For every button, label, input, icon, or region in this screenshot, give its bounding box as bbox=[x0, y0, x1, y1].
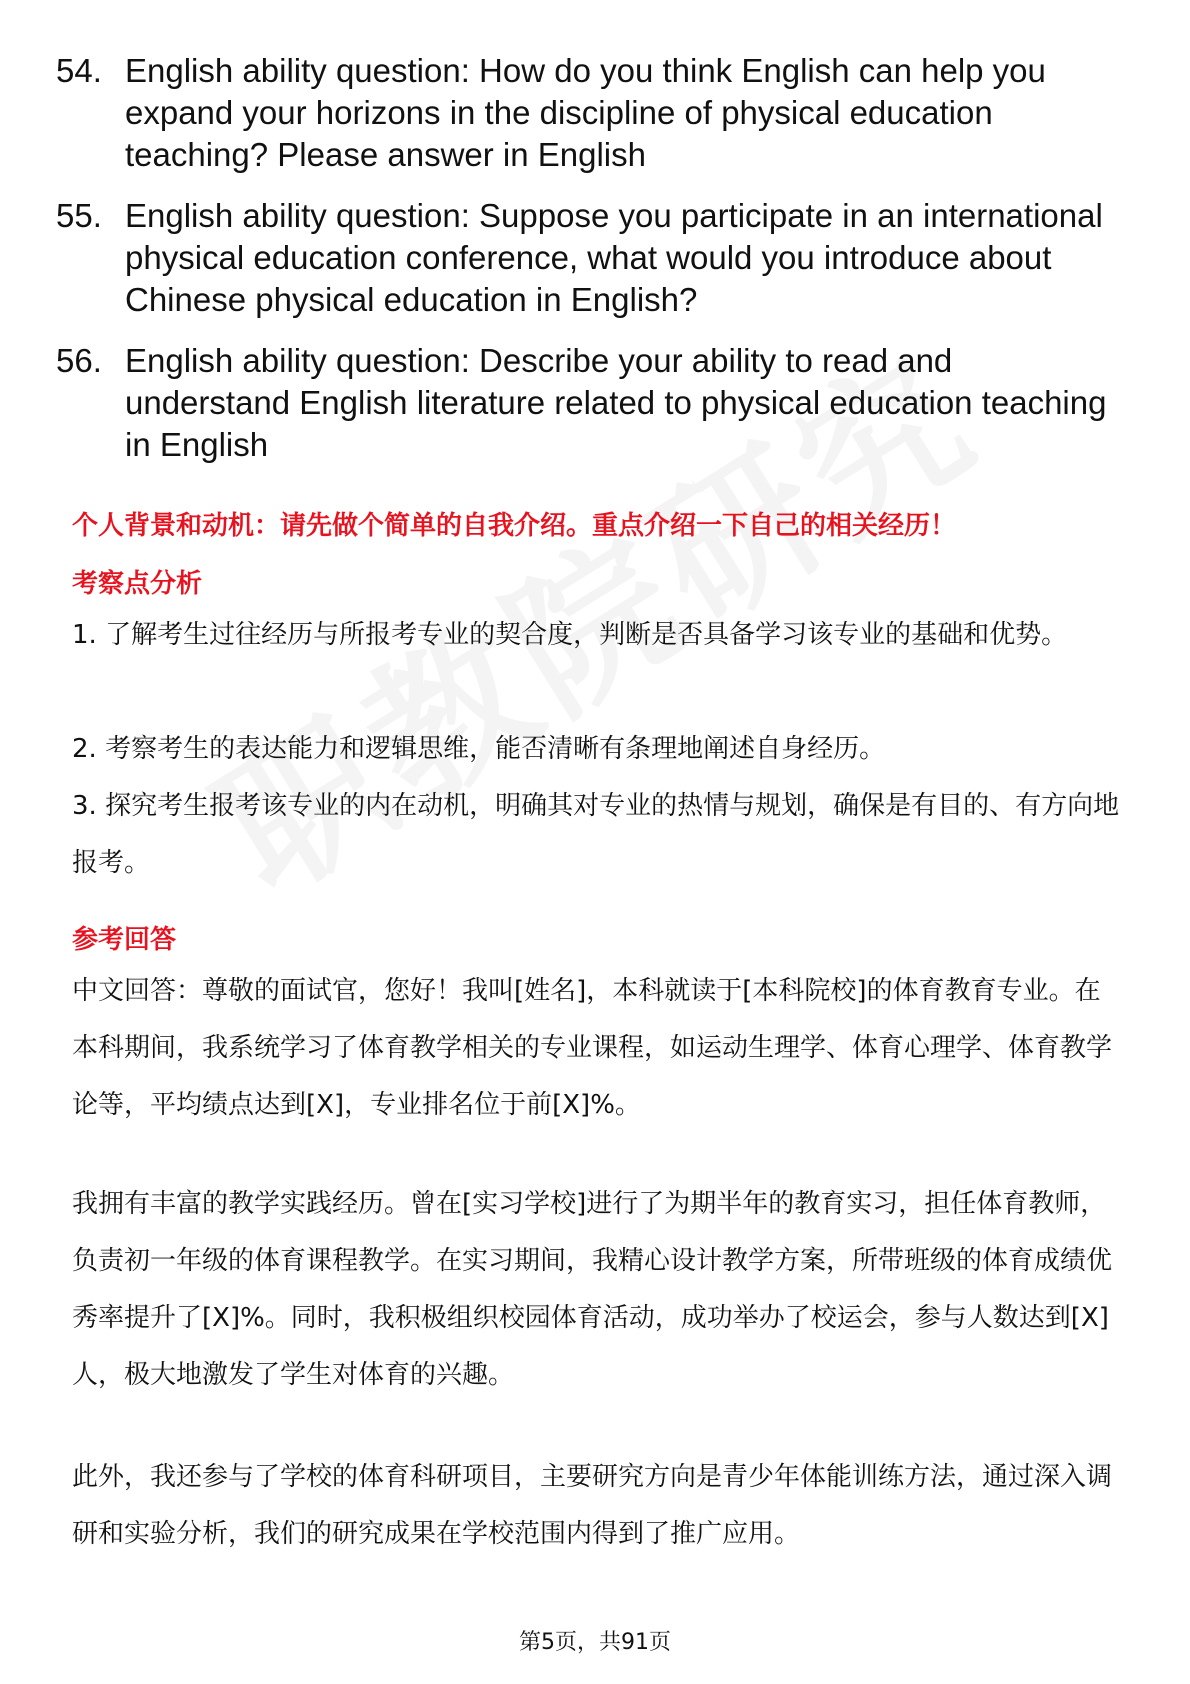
analysis-heading: 考察点分析 bbox=[72, 569, 203, 599]
interview-question-heading: 个人背景和动机：请先做个简单的自我介绍。重点介绍一下自己的相关经历！ bbox=[72, 511, 957, 541]
question-text: English ability question: How do you think English can help you expand your horizons in the discipline of physical education teaching? Please answer in English bbox=[125, 52, 1046, 173]
page-number: 第5页，共91页 bbox=[519, 1630, 671, 1655]
answer-paragraph: 此外，我还参与了学校的体育科研项目，主要研究方向是青少年体能训练方法，通过深入调研和实验分析，我们的研究成果在学校范围内得到了推广应用。 bbox=[72, 1462, 1113, 1549]
analysis-point: 2. 考察考生的表达能力和逻辑思维，能否清晰有条理地阐述自身经历。 bbox=[72, 734, 886, 764]
answer-paragraph: 我拥有丰富的教学实践经历。曾在[实习学校]进行了为期半年的教育实习，担任体育教师，负责初一年级的体育课程教学。在实习期间，我精心设计教学方案，所带班级的体育成绩优秀率提升了[X]%。同时，我积极组织校园体育活动，成功举办了校运会，参与人数达到[X]人，极大地激发了学生对体育的兴趣。 bbox=[72, 1189, 1113, 1390]
question-item bbox=[56, 195, 1126, 321]
question-item bbox=[56, 340, 1126, 466]
analysis-point: 1. 了解考生过往经历与所报考专业的契合度，判断是否具备学习该专业的基础和优势。 bbox=[72, 620, 1068, 650]
answer-heading: 参考回答 bbox=[72, 925, 177, 955]
analysis-point: 3. 探究考生报考该专业的内在动机，明确其对专业的热情与规划，确保是有目的、有方向地报考。 bbox=[72, 791, 1120, 878]
question-number: 56. bbox=[56, 342, 102, 379]
question-item bbox=[56, 50, 1126, 176]
question-number: 54. bbox=[56, 52, 102, 89]
question-list bbox=[56, 50, 1126, 485]
question-number: 55. bbox=[56, 197, 102, 234]
question-text: English ability question: Describe your ability to read and understand English literature related to physical education teaching in English bbox=[125, 342, 1107, 463]
question-text: English ability question: Suppose you participate in an international physical education conference, what would you introduce about Chinese physical education in English? bbox=[125, 197, 1103, 318]
answer-paragraph: 中文回答：尊敬的面试官，您好！我叫[姓名]，本科就读于[本科院校]的体育教育专业。在本科期间，我系统学习了体育教学相关的专业课程，如运动生理学、体育心理学、体育教学论等，平均绩点达到[X]，专业排名位于前[X]%。 bbox=[72, 976, 1113, 1120]
